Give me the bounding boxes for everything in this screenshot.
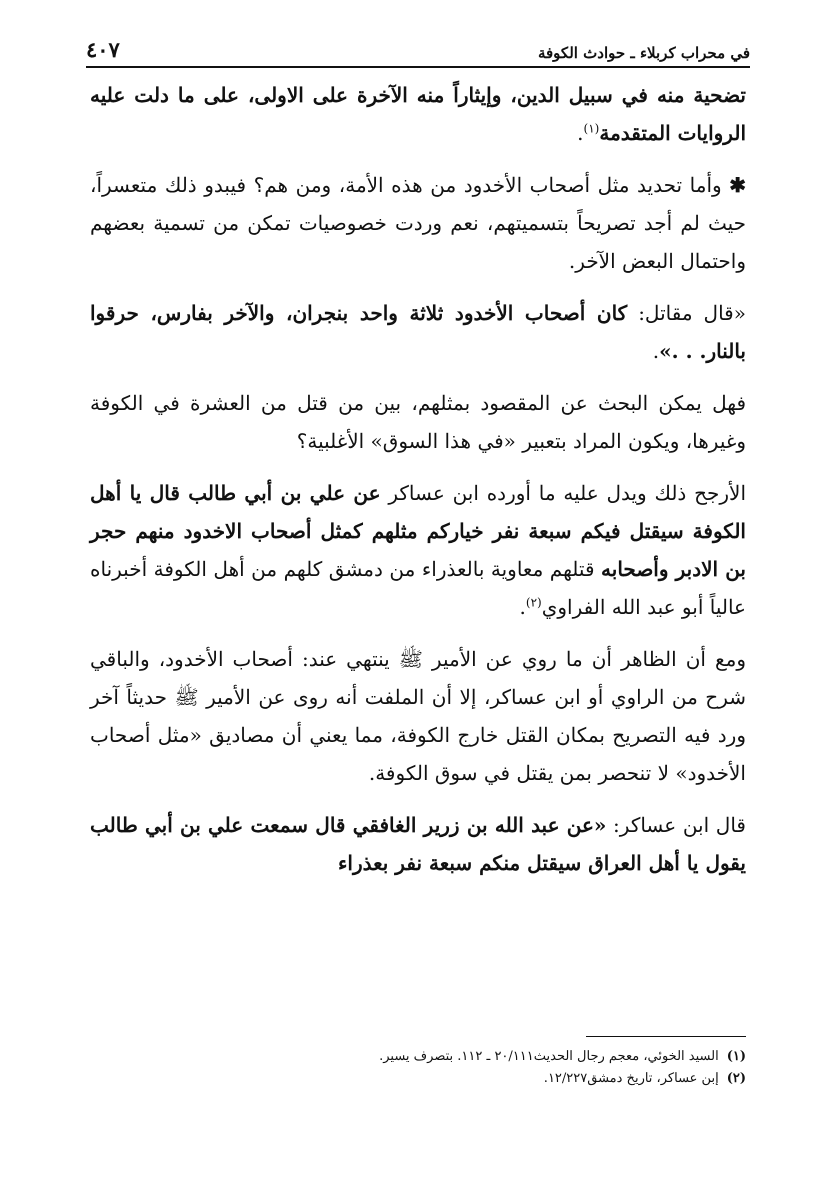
paragraph-5-lead: الأرجح ذلك ويدل عليه ما أورده ابن عساكر	[388, 481, 747, 505]
running-title: في محراب كربلاء ـ حوادث الكوفة	[537, 44, 750, 62]
paragraph-5-tail: قتلهم معاوية بالعذراء من دمشق كلهم من أهل الكوفة أخبرناه عالياً أبو عبد الله الفراوي	[90, 557, 746, 619]
paragraph-7-quote: «عن عبد الله بن زرير الغافقي قال سمعت علي بن أبي طالب يقول يا أهل العراق سيقتل منكم سبعة نفر بعذراء	[90, 813, 746, 875]
paragraph-5-quote: عن علي بن أبي طالب قال يا أهل الكوفة سيقتل فيكم سبعة نفر خياركم مثلهم كمثل أصحاب الاخدود منهم حجر بن الادبر وأصحابه	[90, 481, 746, 581]
paragraph-5-end: .	[519, 595, 526, 619]
paragraph-1-bold-text: تضحية منه في سبيل الدين، وإيثاراً منه الآخرة على الاولى، على ما دلت عليه الروايات المتقدمة	[90, 83, 746, 145]
footnote-2-mark: (٢)	[726, 1071, 746, 1086]
footnote-1-text: السيد الخوئي، معجم رجال الحديث٢٠/١١١ ـ ١١٢. بتصرف يسير.	[379, 1049, 719, 1064]
page-header	[86, 28, 750, 68]
page-body	[90, 76, 746, 896]
paragraph-1	[90, 76, 746, 152]
paragraph-3-end: .	[652, 339, 660, 363]
footnote-1	[90, 1046, 746, 1068]
paragraph-6	[90, 640, 746, 792]
footnote-2-text: إبن عساكر، تاريخ دمشق١٢/٢٢٧.	[543, 1071, 719, 1086]
paragraph-3-quote: كان أصحاب الأخدود ثلاثة واحد بنجران، والآخر بفارس، حرقوا بالنار. . .»	[90, 301, 746, 363]
footnote-ref-2[interactable]: (٢)	[525, 595, 542, 610]
paragraph-3-lead: «قال مقاتل:	[638, 301, 746, 325]
footnotes	[90, 1046, 746, 1090]
footnote-divider	[586, 1036, 746, 1037]
paragraph-1-end: .	[577, 121, 584, 145]
paragraph-6-text: ومع أن الظاهر أن ما روي عن الأمير ﷺ ينتهي عند: أصحاب الأخدود، والباقي شرح من الراوي أو ابن عساكر، إلا أن الملفت أنه روى عن الأمير ﷺ حديثاً آخر ورد فيه التصريح بمكان القتل خارج الكوفة، مما يعني أن مصاديق «مثل أصحاب الأخدود» لا تنحصر بمن يقتل في سوق الكوفة.	[90, 647, 746, 785]
asterisk-bullet-icon: ✱	[729, 173, 746, 197]
footnote-1-mark: (١)	[726, 1049, 746, 1064]
paragraph-5	[90, 474, 746, 626]
paragraph-2-text: وأما تحديد مثل أصحاب الأخدود من هذه الأمة، ومن هم؟ فيبدو ذلك متعسراً، حيث لم أجد تصريحاً بتسميتهم، نعم وردت خصوصيات تمكن من تسمية بعضهم واحتمال البعض الآخر.	[90, 173, 746, 273]
footnote-2	[90, 1068, 746, 1090]
paragraph-7-lead: قال ابن عساكر:	[613, 813, 746, 837]
footnote-ref-1[interactable]: (١)	[583, 121, 600, 136]
paragraph-3	[90, 294, 746, 370]
paragraph-4	[90, 384, 746, 460]
page-number: ٤٠٧	[86, 37, 120, 62]
paragraph-4-text: فهل يمكن البحث عن المقصود بمثلهم، بين من قتل من العشرة في الكوفة وغيرها، ويكون المراد بتعبير «في هذا السوق» الأغلبية؟	[90, 391, 746, 453]
paragraph-2	[90, 166, 746, 280]
paragraph-7	[90, 806, 746, 882]
